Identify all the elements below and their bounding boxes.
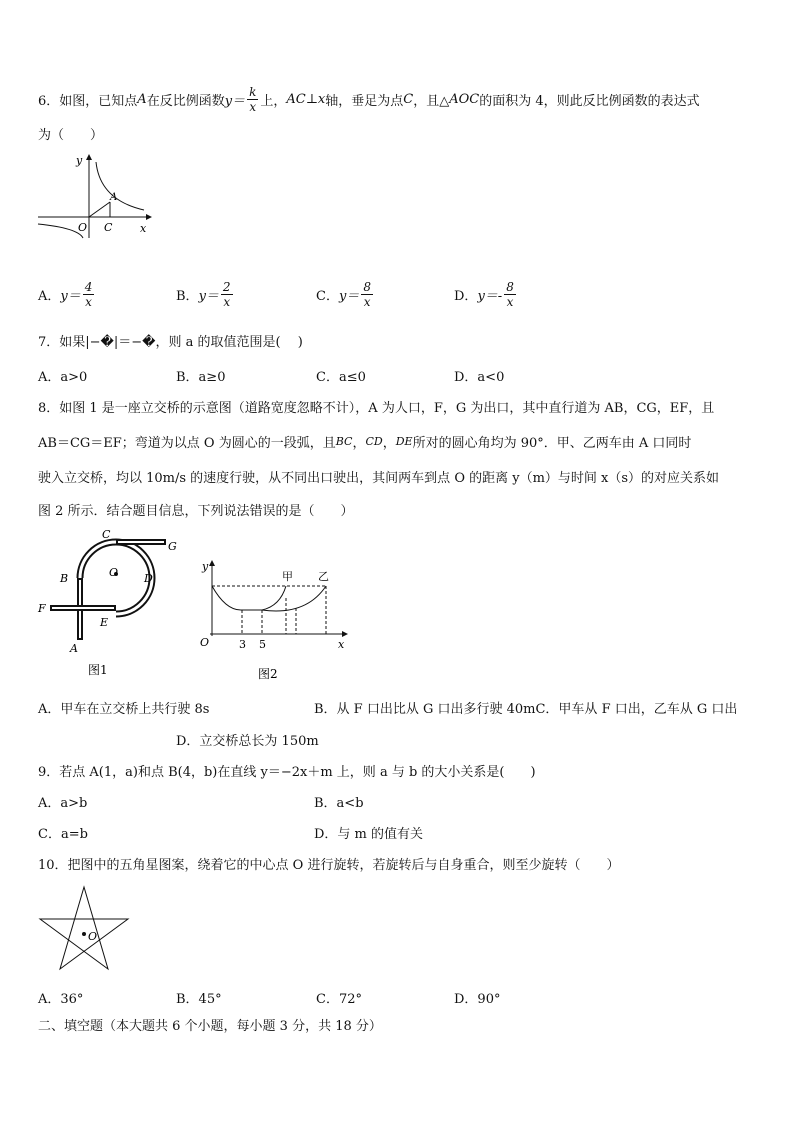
q6-text-d: 轴，垂足为点: [325, 93, 404, 109]
q6-func-fraction: [247, 85, 258, 114]
q6-number: 6．: [38, 93, 60, 109]
q6-text-a: 如图，已知点: [59, 93, 138, 109]
q8-fig1-label-e: E: [100, 616, 109, 629]
q9-option-c[interactable]: C．a=b: [38, 827, 88, 842]
q10-option-c[interactable]: C．72°: [316, 992, 362, 1007]
q8-option-d[interactable]: D．立交桥总长为 150m: [176, 734, 319, 749]
q9-option-d[interactable]: D．与 m 的值有关: [314, 827, 424, 842]
q10-option-d[interactable]: D．90°: [454, 992, 501, 1007]
q8-option-b-c[interactable]: B．从 F 口出比从 G 口出多行驶 40mC．甲车从 F 口出，乙车从 G 口出: [314, 702, 738, 717]
q8-stem-line2: [38, 432, 691, 451]
q8-fig2-curve-yi: [262, 586, 326, 611]
q6-option-a-den: x: [85, 294, 92, 309]
q6-hyperbola-q3: [38, 224, 83, 238]
q10-center-dot: [82, 932, 86, 936]
q6-option-b-fraction: [221, 280, 233, 309]
q6-option-a-num: 4: [84, 279, 93, 294]
q6-option-c-num: 8: [363, 279, 371, 294]
q6-option-c-lhs: y＝: [338, 288, 360, 304]
q6-label-y: y: [76, 154, 83, 167]
q10-center-label: O: [88, 930, 98, 943]
q10-stem: 10．把图中的五角星图案，绕着它的中心点 O 进行旋转，若旋转后与自身重合，则至少旋转（ ）: [38, 858, 620, 873]
q8-figure1: [36, 528, 186, 680]
q8-fig2-tick-5: 5: [259, 638, 266, 651]
section2-heading: 二、填空题（本大题共 6 个小题，每小题 3 分，共 18 分）: [38, 1019, 382, 1034]
q6-option-c[interactable]: [316, 276, 375, 312]
q8-fig1-label-b: B: [60, 572, 69, 585]
q6-func-den: x: [249, 99, 257, 114]
q8-fig1-label-o: O: [109, 566, 119, 579]
q6-option-c-label: C．: [316, 288, 339, 304]
q6-option-b-den: x: [223, 294, 231, 309]
q7-option-b[interactable]: B．a≥0: [176, 370, 226, 385]
q6-option-d-lhs: y＝-: [477, 288, 503, 304]
q6-option-c-fraction: [361, 280, 373, 309]
q8-sep2: ，: [382, 436, 396, 451]
q8-fig2-y-arrow: [209, 560, 215, 566]
q6-graph: [36, 150, 156, 240]
q6-option-b[interactable]: [176, 276, 235, 312]
q6-func-num: k: [249, 84, 257, 99]
q9-option-a[interactable]: A．a>b: [38, 796, 88, 811]
q6-text-c: 上，: [260, 93, 287, 109]
q6-option-b-label: B．: [176, 288, 199, 304]
q6-option-a-lhs: y＝: [60, 288, 81, 304]
q6-option-b-num: 2: [222, 279, 231, 294]
q6-func-lhs: y＝: [224, 93, 246, 109]
q8-stem-line3: 驶入立交桥，均以 10m/s 的速度行驶，从不同出口驶出，其间两车到点 O 的距离 y（m）与时间 x（s）的对应关系如: [38, 471, 720, 486]
q8-fig1-label-c: C: [102, 528, 111, 541]
q8-fig1-label-d: D: [144, 572, 153, 585]
q7-option-c[interactable]: C．a≤0: [316, 370, 366, 385]
q8-fig1-label-a: A: [70, 642, 78, 655]
q10-option-b[interactable]: B．45°: [176, 992, 222, 1007]
q8-fig2-curve-jia: [212, 586, 286, 610]
q6-option-d-num: 8: [506, 279, 514, 294]
q8-sep1: ，: [352, 436, 366, 451]
q7-option-d[interactable]: D．a<0: [454, 370, 505, 385]
q8-fig1-caption: 图1: [88, 663, 108, 677]
q8-arc-de: DE: [395, 435, 413, 448]
q6-var-a: A: [137, 91, 147, 107]
q6-segment-oa: [89, 202, 110, 217]
q8-line2-a: AB＝CG＝EF；弯道为以点 O 为圆心的一段弧，且: [38, 436, 336, 451]
q6-option-a-fraction: [83, 280, 95, 309]
q10-star-figure: [36, 884, 132, 974]
q6-label-a: A: [110, 192, 118, 203]
q8-figure2: [196, 556, 356, 684]
q8-fig2-caption: 图2: [258, 667, 278, 681]
q8-fig1-road-ef-inner: [52, 607, 114, 609]
q6-text-f: 的面积为 4，则此反比例函数的表达式: [479, 93, 700, 109]
q8-option-a[interactable]: A．甲车在立交桥上共行驶 8s: [38, 702, 210, 717]
q6-hyperbola-q1: [96, 162, 144, 210]
q8-fig1-label-g: G: [168, 540, 177, 553]
q9-stem: 9．若点 A(1，a)和点 B(4，b)在直线 y＝−2x＋m 上，则 a 与 b 的大小关系是( ): [38, 765, 536, 780]
q8-fig1-road-cg-inner: [118, 541, 164, 543]
q8-line2-b: 所对的圆心角均为 90°．甲、乙两车由 A 口同时: [412, 436, 692, 451]
q6-option-a[interactable]: [38, 276, 96, 312]
q6-label-c: C: [104, 221, 113, 234]
q6-stem-line2: 为（ ）: [38, 128, 104, 143]
q6-text-e: ，且△: [413, 93, 450, 109]
q8-fig2-label-yi: 乙: [318, 570, 329, 583]
q8-stem-line4: 图 2 所示．结合题目信息，下列说法错误的是（ ）: [38, 504, 354, 519]
q6-option-a-label: A．: [38, 288, 61, 304]
q8-fig2-label-o: O: [200, 636, 210, 649]
q6-triangle: AOC: [449, 91, 480, 107]
q6-x-arrow: [146, 214, 152, 220]
q10-star: [40, 887, 128, 969]
q7-stem: 7．如果|−�|＝−�，则 a 的取值范围是( ): [38, 335, 303, 350]
q6-option-d-label: D．: [454, 288, 478, 304]
q6-y-arrow: [86, 154, 92, 160]
q8-arc-cd: CD: [365, 435, 383, 448]
q10-option-a[interactable]: A．36°: [38, 992, 84, 1007]
q6-text-b: 在反比例函数: [146, 93, 225, 109]
q6-stem: [38, 82, 700, 116]
q6-option-b-lhs: y＝: [198, 288, 219, 304]
q8-fig2-label-y: y: [202, 560, 209, 573]
q9-option-b[interactable]: B．a<b: [314, 796, 364, 811]
q6-option-c-den: x: [363, 294, 371, 309]
q6-label-x: x: [140, 222, 147, 235]
q8-arc-bc: BC: [335, 435, 353, 448]
q8-fig2-tick-3: 3: [239, 638, 246, 651]
q6-option-d-fraction: [504, 280, 516, 309]
q8-stem-line1: 8．如图 1 是一座立交桥的示意图（道路宽度忽略不计），A 为人口，F，G 为出口，其中直行道为 AB，CG，EF，且: [38, 401, 715, 416]
q6-ac-perp: AC⊥x: [286, 91, 326, 107]
q7-option-a[interactable]: A．a>0: [38, 370, 88, 385]
q8-fig2-label-jia: 甲: [282, 570, 293, 583]
q8-fig1-label-f: F: [38, 602, 46, 615]
q6-option-d-den: x: [506, 294, 514, 309]
q6-label-o: O: [78, 221, 88, 234]
q6-option-d[interactable]: [454, 276, 518, 312]
q6-var-c: C: [403, 91, 414, 107]
q8-fig2-x-arrow: [342, 631, 348, 637]
q8-fig2-label-x: x: [338, 638, 345, 651]
